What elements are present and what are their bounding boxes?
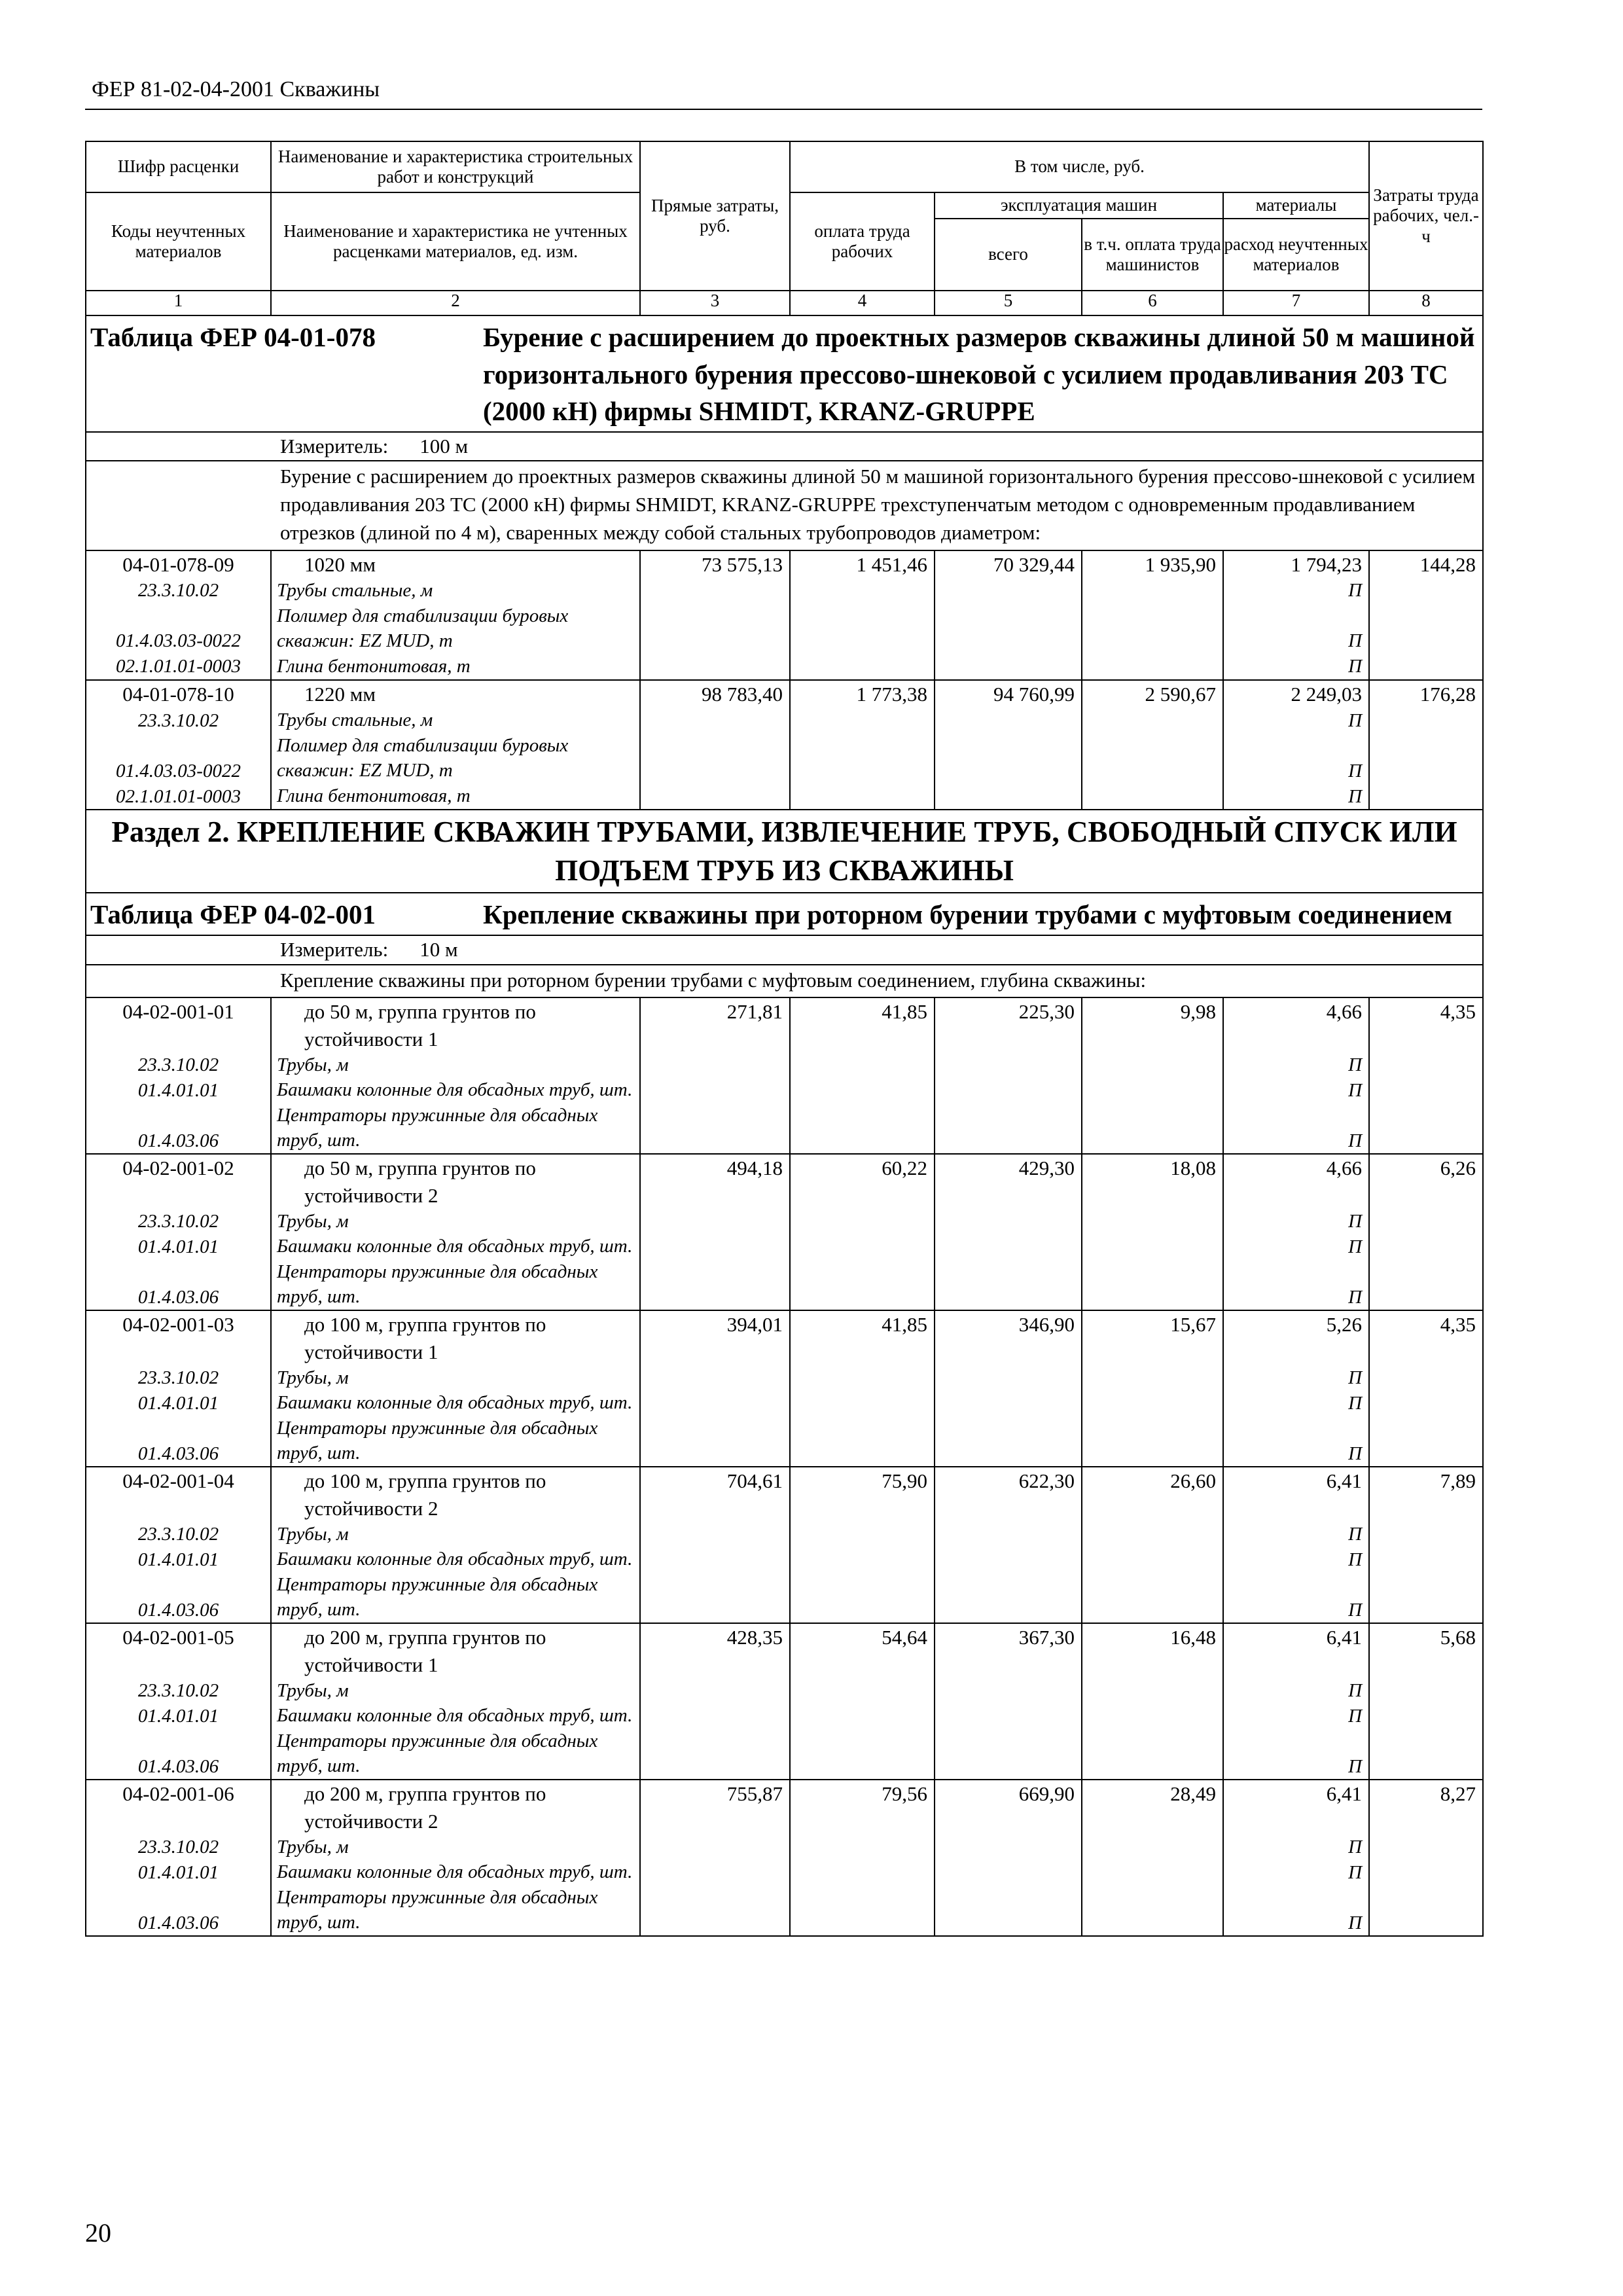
rate-code: 04-02-001-04 — [122, 1469, 234, 1493]
machinist-wages: 9,98 — [1082, 997, 1223, 1154]
material-mark: П — [1348, 1443, 1363, 1464]
direct-costs: 73 575,13 — [640, 550, 790, 680]
rates-table — [85, 141, 1484, 1937]
rate-code: 04-02-001-05 — [122, 1626, 234, 1649]
col-header-labor: Затраты труда рабочих, чел.-ч — [1369, 141, 1483, 291]
worker-wages: 60,22 — [790, 1154, 935, 1310]
worker-wages: 41,85 — [790, 1310, 935, 1467]
direct-costs: 271,81 — [640, 997, 790, 1154]
rate-name: до 50 м, группа грунтов по устойчивости 2 — [304, 1157, 536, 1207]
material-mark: П — [1348, 1392, 1363, 1414]
material-mark: П — [1348, 1286, 1363, 1308]
rate-name-cell — [271, 550, 640, 680]
material-name: Трубы, м — [277, 1679, 349, 1701]
worker-wages: 1 773,38 — [790, 680, 935, 810]
direct-costs: 704,61 — [640, 1467, 790, 1623]
table-row — [86, 1467, 1483, 1623]
material-code: 01.4.03.03-0022 — [116, 760, 241, 781]
material-name: Башмаки колонные для обсадных труб, шт. — [277, 1236, 633, 1257]
material-name: Башмаки колонные для обсадных труб, шт. — [277, 1861, 633, 1883]
materials-cost: 6,41 — [1326, 1469, 1363, 1493]
rate-code-cell — [86, 550, 271, 680]
material-code: 23.3.10.02 — [137, 709, 219, 731]
materials-cell — [1223, 1623, 1369, 1780]
material-mark: П — [1348, 785, 1363, 807]
material-code: 23.3.10.02 — [137, 1367, 219, 1388]
table-row — [86, 680, 1483, 810]
material-code: 02.1.01.01-0003 — [116, 785, 241, 807]
rate-name-cell — [271, 1310, 640, 1467]
worker-wages: 41,85 — [790, 997, 935, 1154]
material-name: Центраторы пружинные для обсадных труб, шт. — [277, 1261, 598, 1308]
worker-wages: 54,64 — [790, 1623, 935, 1780]
rate-code-cell — [86, 1780, 271, 1936]
material-mark: П — [1348, 1705, 1363, 1727]
section-title: Раздел 2. КРЕПЛЕНИЕ СКВАЖИН ТРУБАМИ, ИЗВЛЕЧЕНИЕ ТРУБ, СВОБОДНЫЙ СПУСК ИЛИ ПОДЪЕМ ТРУБ ИЗ СКВАЖИНЫ — [86, 810, 1483, 893]
material-mark: П — [1348, 1079, 1363, 1101]
machines-total: 429,30 — [935, 1154, 1082, 1310]
material-name: Центраторы пружинные для обсадных труб, шт. — [277, 1104, 598, 1151]
materials-cell — [1223, 1310, 1369, 1467]
machines-total: 225,30 — [935, 997, 1082, 1154]
col-header-machines: эксплуатация машин — [935, 192, 1223, 219]
rate-name: до 50 м, группа грунтов по устойчивости 1 — [304, 1000, 536, 1050]
table-label: Таблица ФЕР 04-01-078 — [90, 322, 376, 352]
machines-total: 669,90 — [935, 1780, 1082, 1936]
table-intro: Крепление скважины при роторном бурении трубами с муфтовым соединением, глубина скважины: — [86, 965, 1483, 998]
material-name: Глина бентонитовая, т — [277, 655, 471, 677]
material-code: 01.4.03.06 — [137, 1912, 219, 1933]
page-header-title: ФЕР 81-02-04-2001 Скважины — [92, 77, 380, 101]
rate-name-cell — [271, 997, 640, 1154]
measure-label: Измеритель: — [280, 434, 389, 457]
worker-wages: 79,56 — [790, 1780, 935, 1936]
rate-code: 04-01-078-09 — [122, 552, 234, 576]
material-mark: П — [1348, 1054, 1363, 1075]
material-code: 23.3.10.02 — [137, 580, 219, 601]
material-name: Башмаки колонные для обсадных труб, шт. — [277, 1079, 633, 1101]
rate-code: 04-02-001-03 — [122, 1313, 234, 1336]
machines-total: 367,30 — [935, 1623, 1082, 1780]
rate-code: 04-02-001-06 — [122, 1782, 234, 1806]
col-number: 7 — [1223, 291, 1369, 315]
material-mark: П — [1348, 1679, 1363, 1701]
machinist-wages: 28,49 — [1082, 1780, 1223, 1936]
labor-costs: 4,35 — [1369, 997, 1483, 1154]
material-name: Башмаки колонные для обсадных труб, шт. — [277, 1392, 633, 1414]
material-name: Башмаки колонные для обсадных труб, шт. — [277, 1705, 633, 1727]
material-mark: П — [1348, 1836, 1363, 1857]
col-header-name: Наименование и характеристика строительных работ и конструкций — [271, 141, 640, 192]
direct-costs: 755,87 — [640, 1780, 790, 1936]
direct-costs: 394,01 — [640, 1310, 790, 1467]
material-name: Полимер для стабилизации буровых скважин: EZ MUD, т — [277, 734, 569, 781]
rate-name: 1020 мм — [304, 552, 376, 576]
material-code: 01.4.03.06 — [137, 1755, 219, 1777]
materials-cost: 5,26 — [1326, 1313, 1363, 1336]
rate-name-cell — [271, 1780, 640, 1936]
materials-cell — [1223, 1467, 1369, 1623]
material-mark: П — [1348, 630, 1363, 652]
direct-costs: 98 783,40 — [640, 680, 790, 810]
material-code: 01.4.01.01 — [137, 1705, 219, 1727]
table-row — [86, 1154, 1483, 1310]
materials-cost: 6,41 — [1326, 1626, 1363, 1649]
rate-code-cell — [86, 1623, 271, 1780]
materials-cost: 4,66 — [1326, 1157, 1363, 1180]
material-name: Трубы, м — [277, 1836, 349, 1857]
materials-cost: 2 249,03 — [1291, 683, 1363, 706]
rate-name: до 100 м, группа грунтов по устойчивости 2 — [304, 1469, 546, 1520]
measure-label: Измеритель: — [280, 937, 389, 961]
material-name: Центраторы пружинные для обсадных труб, шт. — [277, 1573, 598, 1621]
measure-line — [86, 432, 1483, 461]
table1-rows — [86, 550, 1483, 810]
material-mark: П — [1348, 1755, 1363, 1777]
table-title: Крепление скважины при роторном бурении трубами с муфтовым соединением — [483, 899, 1453, 930]
material-code: 01.4.03.03-0022 — [116, 630, 241, 652]
machinist-wages: 1 935,90 — [1082, 550, 1223, 680]
material-code: 01.4.01.01 — [137, 1549, 219, 1570]
material-name: Трубы, м — [277, 1523, 349, 1545]
rate-code-cell — [86, 1467, 271, 1623]
col-number: 2 — [271, 291, 640, 315]
material-name: Полимер для стабилизации буровых скважин: EZ MUD, т — [277, 605, 569, 652]
material-code: 01.4.01.01 — [137, 1392, 219, 1414]
material-name: Центраторы пружинные для обсадных труб, шт. — [277, 1730, 598, 1777]
material-code: 23.3.10.02 — [137, 1679, 219, 1701]
col-number: 5 — [935, 291, 1082, 315]
material-mark: П — [1348, 1523, 1363, 1545]
rate-name: до 100 м, группа грунтов по устойчивости 1 — [304, 1313, 546, 1363]
material-mark: П — [1348, 1130, 1363, 1151]
rate-name: до 200 м, группа грунтов по устойчивости 2 — [304, 1782, 546, 1833]
rate-name: 1220 мм — [304, 683, 376, 706]
material-code: 02.1.01.01-0003 — [116, 656, 241, 677]
col-header-wages: оплата труда рабочих — [790, 192, 935, 291]
col-number: 8 — [1369, 291, 1483, 315]
materials-cost: 6,41 — [1326, 1782, 1363, 1806]
col-header-unaccounted-names: Наименование и характеристика не учтенных расценками материалов, ед. изм. — [271, 192, 640, 291]
material-name: Трубы стальные, м — [277, 709, 433, 731]
machinist-wages: 2 590,67 — [1082, 680, 1223, 810]
labor-costs: 176,28 — [1369, 680, 1483, 810]
col-header-machines-wages: в т.ч. оплата труда машинистов — [1082, 219, 1223, 291]
material-mark: П — [1348, 1549, 1363, 1570]
table-row — [86, 1623, 1483, 1780]
machinist-wages: 15,67 — [1082, 1310, 1223, 1467]
material-mark: П — [1348, 709, 1363, 731]
material-name: Трубы, м — [277, 1367, 349, 1388]
col-number: 6 — [1082, 291, 1223, 315]
labor-costs: 8,27 — [1369, 1780, 1483, 1936]
rate-code-cell — [86, 997, 271, 1154]
table-row — [86, 997, 1483, 1154]
material-code: 01.4.03.06 — [137, 1286, 219, 1308]
direct-costs: 494,18 — [640, 1154, 790, 1310]
material-mark: П — [1348, 656, 1363, 677]
material-name: Центраторы пружинные для обсадных труб, шт. — [277, 1886, 598, 1933]
materials-cell — [1223, 550, 1369, 680]
col-number: 4 — [790, 291, 935, 315]
table-row — [86, 1310, 1483, 1467]
material-code: 01.4.03.06 — [137, 1443, 219, 1464]
materials-cell — [1223, 1154, 1369, 1310]
table-heading — [86, 893, 1483, 935]
labor-costs: 7,89 — [1369, 1467, 1483, 1623]
col-header-direct: Прямые затраты, руб. — [640, 141, 790, 291]
col-header-unaccounted-codes: Коды неучтенных материалов — [86, 192, 271, 291]
machinist-wages: 16,48 — [1082, 1623, 1223, 1780]
machines-total: 622,30 — [935, 1467, 1082, 1623]
measure-value: 10 м — [419, 937, 458, 961]
page-number: 20 — [85, 2218, 111, 2248]
machinist-wages: 26,60 — [1082, 1467, 1223, 1623]
material-code: 01.4.01.01 — [137, 1236, 219, 1257]
rate-name-cell — [271, 1467, 640, 1623]
col-header-including: В том числе, руб. — [790, 141, 1369, 192]
material-code: 01.4.01.01 — [137, 1861, 219, 1883]
table-row — [86, 550, 1483, 680]
material-name: Центраторы пружинные для обсадных труб, шт. — [277, 1417, 598, 1464]
measure-value: 100 м — [419, 434, 469, 457]
machines-total: 70 329,44 — [935, 550, 1082, 680]
material-mark: П — [1348, 760, 1363, 781]
material-code: 01.4.03.06 — [137, 1599, 219, 1621]
material-mark: П — [1348, 580, 1363, 601]
table-intro: Бурение с расширением до проектных размеров скважины длиной 50 м машиной горизонтального бурения прессово-шнековой с усилием продавливания 203 ТС (2000 кН) фирмы SHMIDT, KRANZ-GRUPPE трехступенчатым методом с одновременным продавливанием отрезков (длиной по 4 м), сваренных между собой стальных трубопроводов диаметром: — [86, 461, 1483, 550]
material-mark: П — [1348, 1912, 1363, 1933]
rate-name-cell — [271, 680, 640, 810]
col-number: 1 — [86, 291, 271, 315]
materials-cost: 4,66 — [1326, 1000, 1363, 1024]
rate-code: 04-02-001-02 — [122, 1157, 234, 1180]
material-name: Глина бентонитовая, т — [277, 785, 471, 806]
col-header-materials: материалы — [1223, 192, 1369, 219]
materials-cost: 1 794,23 — [1291, 552, 1363, 576]
material-code: 01.4.03.06 — [137, 1130, 219, 1151]
worker-wages: 1 451,46 — [790, 550, 935, 680]
rate-name-cell — [271, 1154, 640, 1310]
material-code: 23.3.10.02 — [137, 1210, 219, 1232]
machinist-wages: 18,08 — [1082, 1154, 1223, 1310]
material-code: 01.4.01.01 — [137, 1079, 219, 1101]
measure-line — [86, 935, 1483, 965]
col-number: 3 — [640, 291, 790, 315]
col-header-machines-total: всего — [935, 219, 1082, 291]
material-name: Башмаки колонные для обсадных труб, шт. — [277, 1549, 633, 1570]
material-mark: П — [1348, 1210, 1363, 1232]
material-code: 23.3.10.02 — [137, 1836, 219, 1857]
col-header-materials-use: расход неучтенных материалов — [1223, 219, 1369, 291]
material-mark: П — [1348, 1236, 1363, 1257]
rate-code-cell — [86, 1310, 271, 1467]
rate-code-cell — [86, 1154, 271, 1310]
machines-total: 346,90 — [935, 1310, 1082, 1467]
material-code: 23.3.10.02 — [137, 1523, 219, 1545]
material-name: Трубы, м — [277, 1054, 349, 1075]
material-mark: П — [1348, 1599, 1363, 1621]
table2-rows — [86, 997, 1483, 1936]
material-code: 23.3.10.02 — [137, 1054, 219, 1075]
material-name: Трубы, м — [277, 1210, 349, 1232]
rate-code: 04-02-001-01 — [122, 1000, 234, 1024]
worker-wages: 75,90 — [790, 1467, 935, 1623]
table-title: Бурение с расширением до проектных размеров скважины длиной 50 м машиной горизонтального бурения прессово-шнековой с усилием продавливания 203 ТС (2000 кН) фирмы SHMIDT, KRANZ-GRUPPE — [483, 322, 1475, 427]
header-rule — [85, 109, 1482, 110]
table-row — [86, 1780, 1483, 1936]
direct-costs: 428,35 — [640, 1623, 790, 1780]
rate-code-cell — [86, 680, 271, 810]
materials-cell — [1223, 680, 1369, 810]
col-header-code: Шифр расценки — [86, 141, 271, 192]
material-mark: П — [1348, 1861, 1363, 1883]
rate-name: до 200 м, группа грунтов по устойчивости 1 — [304, 1626, 546, 1676]
table-heading — [86, 315, 1483, 432]
rate-code: 04-01-078-10 — [122, 683, 234, 706]
materials-cell — [1223, 997, 1369, 1154]
labor-costs: 5,68 — [1369, 1623, 1483, 1780]
labor-costs: 6,26 — [1369, 1154, 1483, 1310]
machines-total: 94 760,99 — [935, 680, 1082, 810]
materials-cell — [1223, 1780, 1369, 1936]
labor-costs: 144,28 — [1369, 550, 1483, 680]
table-label: Таблица ФЕР 04-02-001 — [90, 899, 376, 930]
rate-name-cell — [271, 1623, 640, 1780]
material-mark: П — [1348, 1367, 1363, 1388]
labor-costs: 4,35 — [1369, 1310, 1483, 1467]
material-name: Трубы стальные, м — [277, 580, 433, 601]
